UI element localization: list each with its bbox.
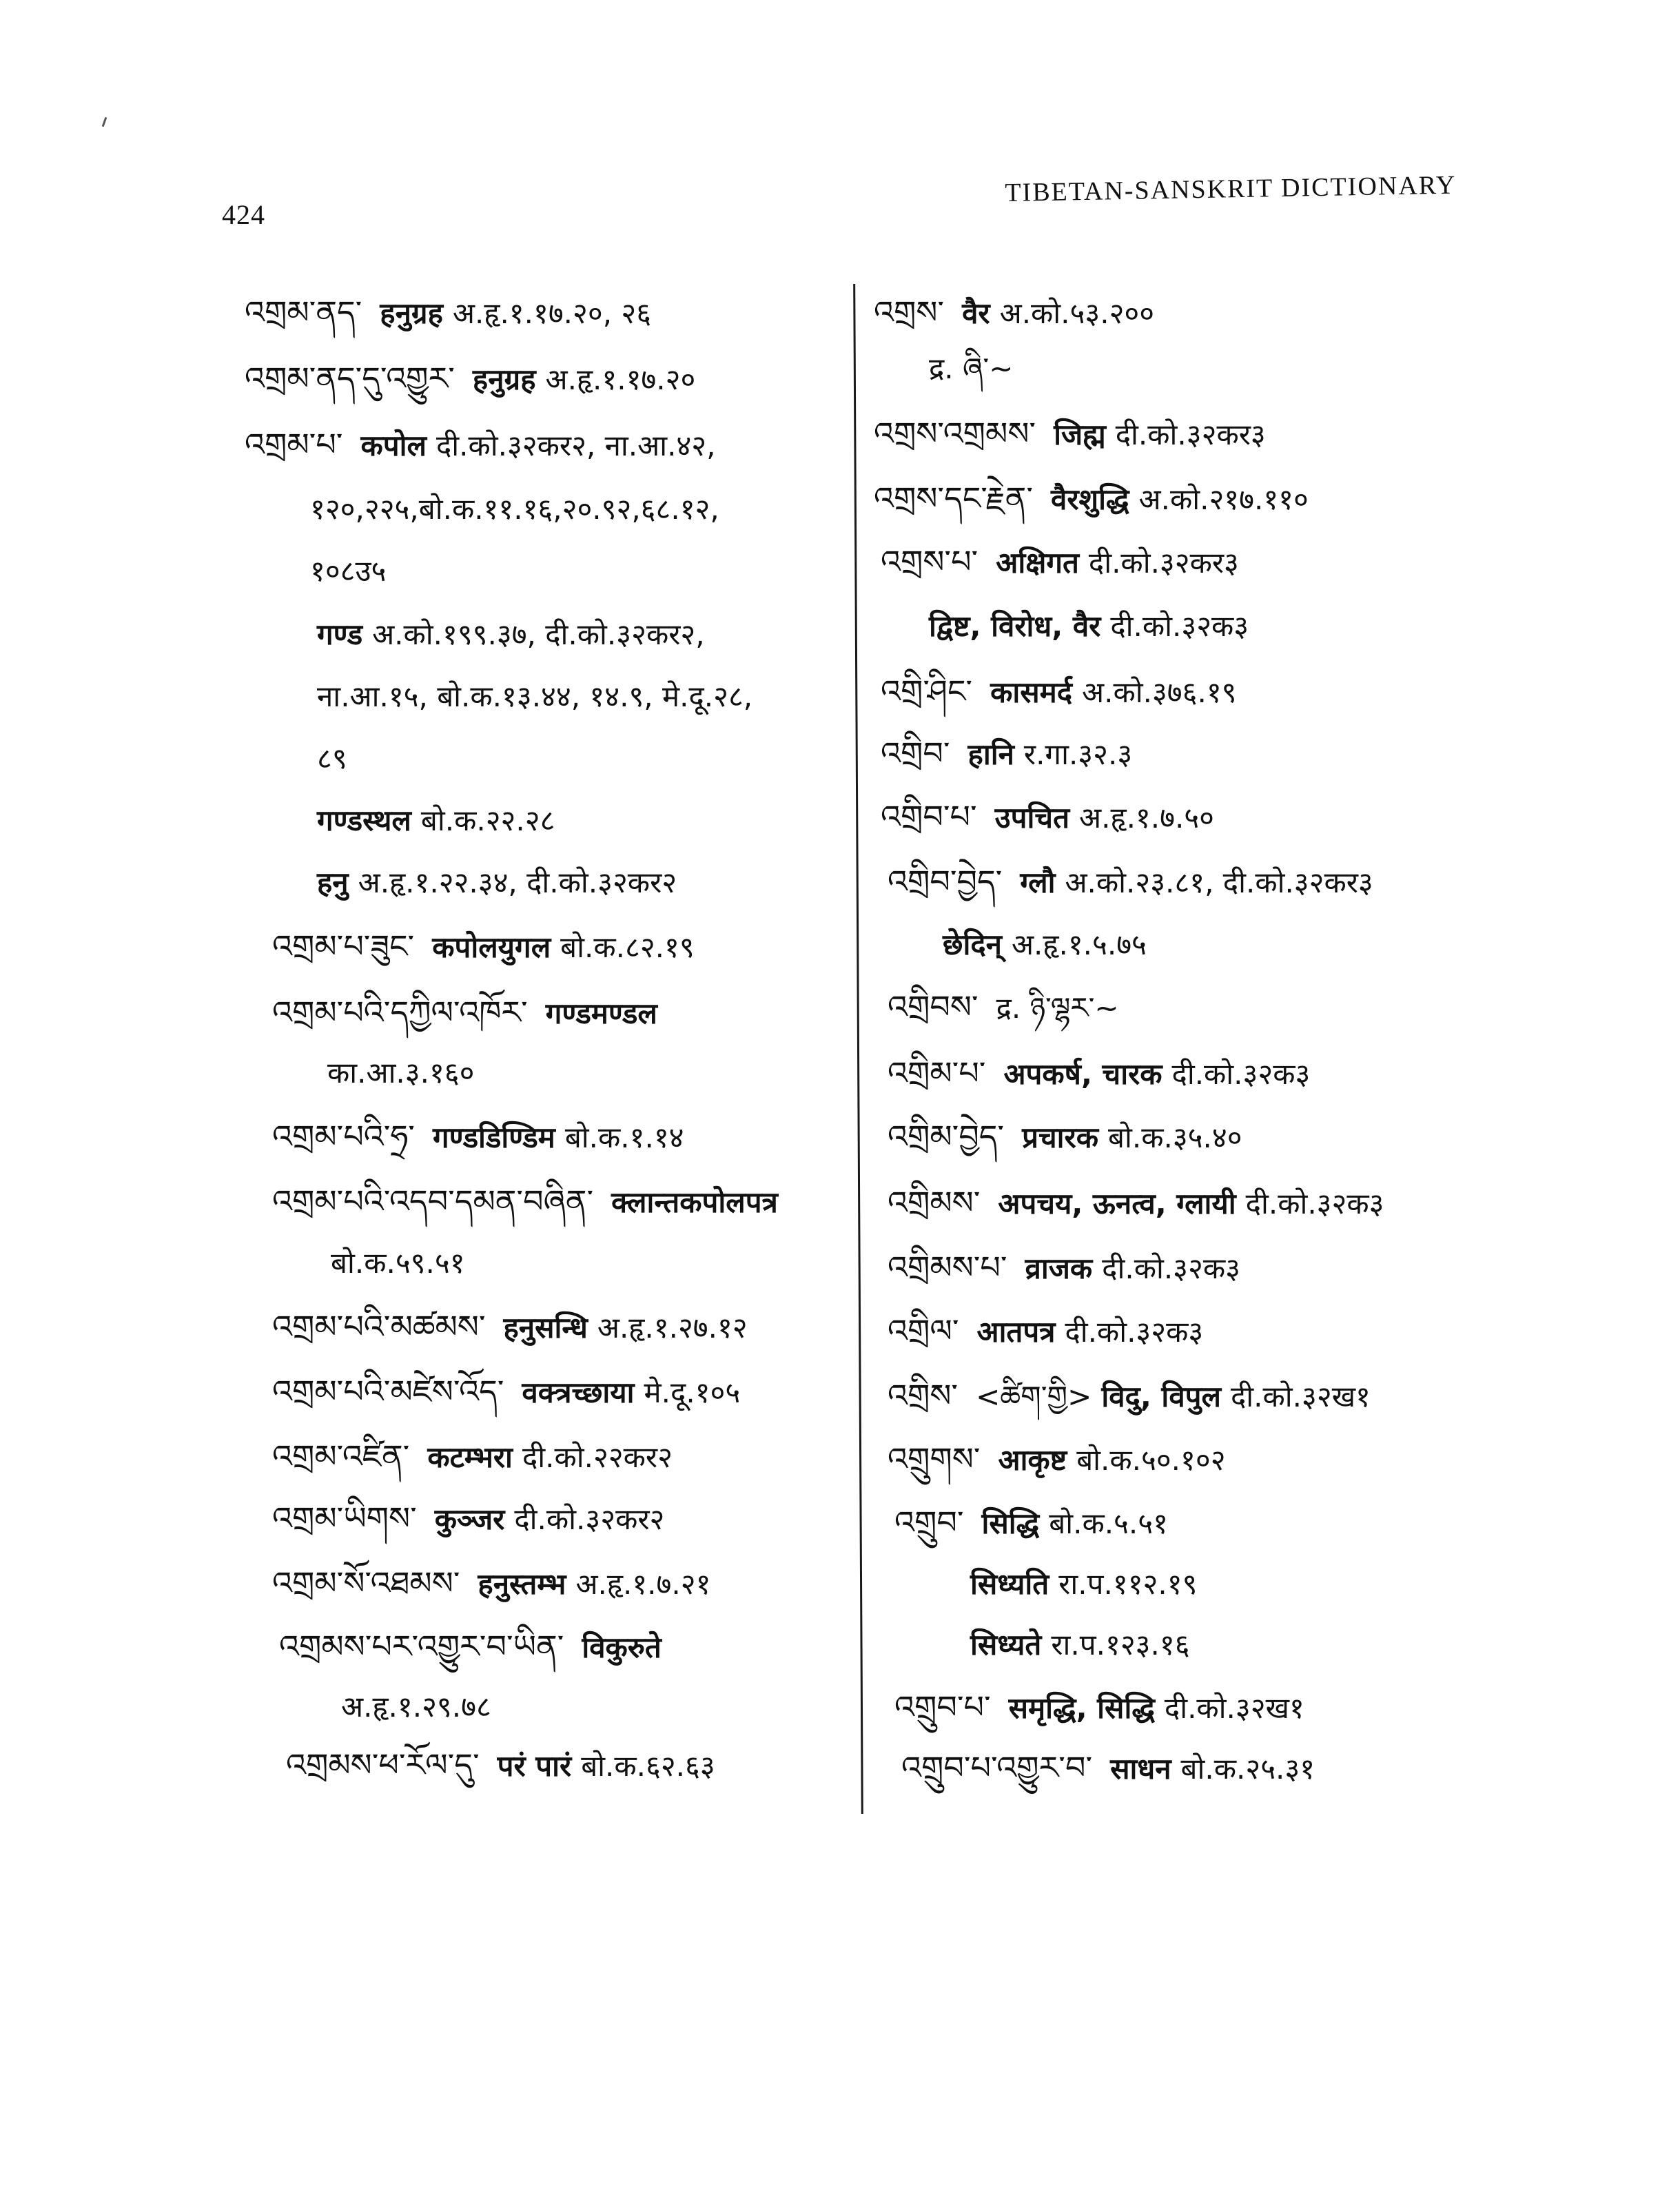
dictionary-entry-line	[272, 994, 667, 1031]
source-reference: १२०,२२५,बो.क.११.१६,२०.९२,६८.१२,	[310, 492, 719, 526]
tibetan-headword: འགྲམ་པ་ཟུང་	[272, 928, 415, 965]
sanskrit-equivalent: आतपत्र	[976, 1315, 1056, 1349]
sanskrit-equivalent: परं पारं	[497, 1749, 572, 1783]
tibetan-headword: འགྲིབ་བྱེད་	[888, 863, 1003, 900]
dictionary-entry-line	[881, 735, 1133, 772]
tibetan-headword: འགྲིམས་	[888, 1184, 981, 1221]
dictionary-entry-line	[888, 1118, 1242, 1155]
source-reference: बो.क.५०.१०२	[1076, 1443, 1226, 1477]
tibetan-headword: འགྲིབ་པ་	[881, 798, 977, 835]
dictionary-entry-line	[874, 480, 1309, 517]
sanskrit-equivalent: क्लान्तकपोलपत्र	[611, 1185, 778, 1219]
source-reference: दी.को.३२क३	[1065, 1315, 1204, 1349]
source-reference: बो.क.२५.३१	[1180, 1752, 1315, 1786]
sanskrit-equivalent: उपचित	[994, 801, 1070, 835]
running-head: TIBETAN-SANSKRIT DICTIONARY	[1005, 170, 1457, 207]
dictionary-entry-line	[888, 1249, 1240, 1286]
sanskrit-equivalent: व्राजक	[1025, 1251, 1093, 1285]
source-reference: अ.हृ.१.२९.७८	[341, 1690, 491, 1724]
dictionary-entry-line	[970, 1628, 1190, 1662]
source-reference: अ.हृ.१.५.७५	[1011, 928, 1147, 961]
tibetan-headword: འགྲུགས་	[888, 1440, 981, 1478]
dictionary-entry-line	[317, 806, 555, 835]
sanskrit-equivalent: हनुस्तम्भ	[478, 1567, 566, 1601]
sanskrit-equivalent: समृद्धि, सिद्धि	[1008, 1691, 1155, 1725]
source-reference: अ.को.२१७.११०	[1138, 482, 1309, 516]
sanskrit-equivalent: वैर	[962, 296, 990, 330]
tibetan-headword: འགྲིབས་	[888, 988, 979, 1025]
source-reference: दी.को.३२कर३	[1088, 546, 1239, 580]
dictionary-entry-line	[881, 673, 1237, 710]
dictionary-entry-line	[272, 1183, 788, 1220]
tibetan-headword: འགྲས་	[874, 294, 945, 331]
tibetan-headword: འགྲིབ་	[881, 735, 950, 772]
dictionary-entry-line	[317, 679, 753, 713]
dictionary-entry-line	[929, 609, 1249, 643]
tibetan-headword: འགྲས་འགྲམས་	[874, 415, 1036, 452]
dictionary-entry-line	[317, 744, 347, 773]
tibetan-headword: འགྲི་ཤིང་	[881, 673, 973, 710]
entry-note: <ཚིག་གྱི>	[976, 1380, 1092, 1413]
dictionary-entry-line	[279, 1628, 671, 1665]
sanskrit-equivalent: वैरशुद्धि	[1051, 482, 1129, 516]
sanskrit-equivalent: अक्षिगत	[996, 546, 1079, 580]
scan-speck	[102, 117, 107, 127]
sanskrit-equivalent: कपोल	[360, 429, 427, 462]
sanskrit-equivalent: प्रचारक	[1022, 1121, 1098, 1154]
sanskrit-equivalent: छेदिन्	[943, 928, 1002, 961]
tibetan-headword: འགྲིམས་པ་	[888, 1249, 1007, 1286]
source-reference: अ.हृ.१.१७.२०	[545, 362, 696, 396]
source-reference: दी.को.३२क३	[1110, 609, 1249, 643]
tibetan-headword: འགྲམ་པའི་འདབ་དམན་བཞིན་	[272, 1183, 594, 1220]
dictionary-entry-line	[327, 1056, 475, 1090]
tibetan-headword: འགྲིམ་བྱེད་	[888, 1118, 1005, 1155]
dictionary-entry-line	[272, 1500, 665, 1537]
tibetan-headword: འགྲམ་པའི་ཧྲ་	[272, 1118, 415, 1155]
sanskrit-equivalent: ग्लौ	[1020, 866, 1056, 899]
source-reference: अ.को.२३.८१, दी.को.३२कर३	[1065, 866, 1373, 899]
source-reference: बो.क.३५.४०	[1108, 1121, 1242, 1154]
tibetan-headword: འགྲམ་པའི་མཛེས་འོད་	[272, 1373, 504, 1410]
sanskrit-equivalent: विदु, विपुल	[1101, 1380, 1221, 1413]
source-reference: दी.को.३२ख१	[1164, 1691, 1304, 1725]
source-reference: बो.क.२२.२८	[420, 804, 555, 837]
sanskrit-equivalent: हनु	[317, 866, 349, 899]
tibetan-headword: འགྲིས་	[888, 1377, 959, 1414]
source-reference: बो.क.८२.१९	[560, 930, 695, 964]
sanskrit-equivalent: सिध्यते	[970, 1628, 1042, 1662]
sanskrit-equivalent: कटम्भरा	[427, 1440, 513, 1474]
source-reference: का.आ.३.१६०	[327, 1056, 475, 1090]
sanskrit-equivalent: गण्डमण्डल	[545, 997, 657, 1030]
tibetan-headword: འགྲམ་པ་	[245, 426, 343, 463]
tibetan-headword: འགྲམ་འཛིན་	[272, 1438, 410, 1475]
column-divider	[853, 284, 863, 1814]
source-reference: दी.को.३२क३	[1245, 1187, 1384, 1220]
sanskrit-equivalent: जिह्म	[1054, 418, 1106, 451]
source-reference: दी.को.३२क३	[1171, 1057, 1311, 1091]
source-reference: रा.प.११२.१९	[1058, 1567, 1198, 1601]
dictionary-entry-line	[272, 1308, 748, 1345]
sanskrit-equivalent: आकृष्ट	[998, 1443, 1067, 1477]
tibetan-headword: འགྲུབ་	[894, 1504, 964, 1541]
dictionary-entry-line	[888, 1054, 1311, 1092]
source-reference: ८९	[317, 742, 347, 775]
dictionary-entry-line	[929, 351, 1023, 385]
tibetan-headword: འགྲས་པ་	[881, 543, 979, 580]
source-reference: अ.हृ.१.१७.२०, २६	[452, 296, 652, 330]
tibetan-headword: འགྲས་དང་རྗེན་	[874, 480, 1034, 517]
tibetan-headword: འགྲུབ་པ་	[894, 1688, 991, 1726]
tibetan-headword: འགྲུབ་པ་འགྱུར་བ་	[901, 1749, 1093, 1786]
dictionary-entry-line	[341, 1690, 491, 1724]
tibetan-headword: འགྲམ་སོ་འཐམས་	[272, 1564, 460, 1602]
source-reference: बो.क.१.१४	[564, 1121, 684, 1154]
page-number: 424	[222, 199, 265, 230]
sanskrit-equivalent: द्विष्ट, विरोध, वैर	[929, 609, 1101, 643]
dictionary-entry-line	[901, 1749, 1315, 1786]
source-reference: ना.आ.१५, बो.क.१३.४४, १४.९, मे.दू.२८,	[317, 679, 753, 713]
source-reference: अ.को.३७६.१९	[1082, 675, 1237, 709]
dictionary-entry-line	[894, 1688, 1304, 1726]
dictionary-entry-line	[888, 1312, 1204, 1349]
dictionary-entry-line	[245, 360, 696, 397]
source-reference: अ.को.१९९.३७, दी.को.३२कर२,	[372, 617, 705, 651]
sanskrit-equivalent: वक्त्रच्छाया	[522, 1376, 635, 1409]
dictionary-entry-line	[888, 988, 1129, 1025]
sanskrit-equivalent: गण्डडिण्डिम	[432, 1121, 555, 1154]
tibetan-headword: འགྲམ་པའི་མཚམས་	[272, 1308, 486, 1345]
sanskrit-equivalent: हनुग्रह	[472, 362, 536, 396]
dictionary-entry-line	[317, 868, 677, 897]
dictionary-entry-line	[317, 617, 705, 651]
dictionary-entry-line	[245, 294, 652, 331]
source-reference: दी.को.३२कर२, ना.आ.४२,	[436, 429, 716, 462]
dictionary-entry-line	[310, 492, 719, 526]
source-reference: दी.को.३२क३	[1102, 1251, 1240, 1285]
dictionary-entry-line	[888, 1377, 1371, 1414]
tibetan-headword: འགྲམ་པའི་དཀྱིལ་འཁོར་	[272, 994, 528, 1031]
dictionary-entry-line	[881, 543, 1239, 580]
source-reference: मे.दू.१०५	[644, 1376, 741, 1409]
sanskrit-equivalent: गण्ड	[317, 617, 363, 651]
tibetan-headword: འགྲམ་ནད་དུ་འགྱུར་	[245, 360, 455, 397]
source-reference: दी.को.२२कर२	[522, 1440, 673, 1474]
dictionary-entry-line	[272, 1564, 711, 1602]
source-reference: अ.को.५३.२००	[999, 296, 1155, 330]
dictionary-entry-line	[874, 415, 1266, 452]
sanskrit-equivalent: कपोलयुगल	[432, 930, 551, 964]
dictionary-entry-line	[245, 426, 716, 463]
sanskrit-equivalent: कुञ्जर	[434, 1502, 505, 1536]
source-reference: बो.क.५९.५१	[331, 1246, 465, 1280]
sanskrit-equivalent: सिद्धि	[981, 1506, 1040, 1540]
source-reference: दी.को.३२कर२	[514, 1502, 665, 1536]
sanskrit-equivalent: अपचय, ऊनत्व, ग्लायी	[998, 1187, 1236, 1220]
sanskrit-equivalent: गण्डस्थल	[317, 804, 411, 837]
sanskrit-equivalent: विकुरुते	[582, 1631, 662, 1664]
dictionary-entry-line	[894, 1504, 1168, 1541]
tibetan-headword: འགྲམ་ཡིགས་	[272, 1500, 417, 1537]
dictionary-entry-line	[310, 554, 387, 588]
dictionary-entry-line	[888, 1440, 1226, 1478]
dictionary-entry-line	[881, 798, 1214, 835]
source-reference: बो.क.५.५१	[1049, 1506, 1168, 1540]
dictionary-entry-line	[874, 294, 1155, 331]
source-reference: अ.हृ.१.२२.३४, दी.को.३२कर२	[358, 866, 677, 899]
dictionary-entry-line	[272, 1373, 741, 1410]
source-reference: दी.को.३२ख१	[1231, 1380, 1371, 1413]
sanskrit-equivalent: हनुसन्धि	[503, 1311, 588, 1345]
dictionary-entry-line	[888, 863, 1373, 900]
tibetan-headword: འགྲམས་པར་འགྱུར་བ་ཡིན་	[279, 1628, 564, 1665]
tibetan-headword: འགྲིལ་	[888, 1312, 959, 1349]
source-reference: १०८उ५	[310, 554, 387, 588]
tibetan-headword: འགྲམས་ཕ་རོལ་དུ་	[286, 1746, 480, 1784]
dictionary-entry-line	[272, 1118, 684, 1155]
source-reference: रा.प.१२३.१६	[1051, 1628, 1190, 1662]
entry-note: द्र. ཉི་ལྷར་~	[996, 991, 1119, 1025]
tibetan-headword: འགྲམ་ནད་	[245, 294, 362, 331]
dictionary-entry-line	[272, 928, 695, 965]
sanskrit-equivalent: हानि	[967, 737, 1014, 771]
source-reference: अ.हृ.१.७.५०	[1079, 801, 1214, 835]
source-reference: र.गा.३२.३	[1023, 737, 1133, 771]
dictionary-entry-line	[286, 1746, 715, 1784]
sanskrit-equivalent: अपकर्ष, चारक	[1003, 1057, 1162, 1091]
dictionary-entry-line	[888, 1184, 1384, 1221]
sanskrit-equivalent: साधन	[1110, 1752, 1171, 1786]
dictionary-entry-line	[272, 1438, 673, 1475]
sanskrit-equivalent: हनुग्रह	[380, 296, 443, 330]
dictionary-entry-line	[331, 1246, 465, 1280]
source-reference: दी.को.३२कर३	[1115, 418, 1266, 451]
entry-note: द्र. ཞི་~	[929, 351, 1014, 385]
source-reference: अ.हृ.१.७.२१	[575, 1567, 711, 1601]
dictionary-entry-line	[943, 930, 1147, 959]
dictionary-entry-line	[970, 1567, 1198, 1601]
sanskrit-equivalent: कासमर्द	[990, 675, 1073, 709]
sanskrit-equivalent: सिध्यति	[970, 1567, 1049, 1601]
tibetan-headword: འགྲིམ་པ་	[888, 1054, 986, 1092]
source-reference: बो.क.६२.६३	[581, 1749, 715, 1783]
source-reference: अ.हृ.१.२७.१२	[597, 1311, 748, 1345]
